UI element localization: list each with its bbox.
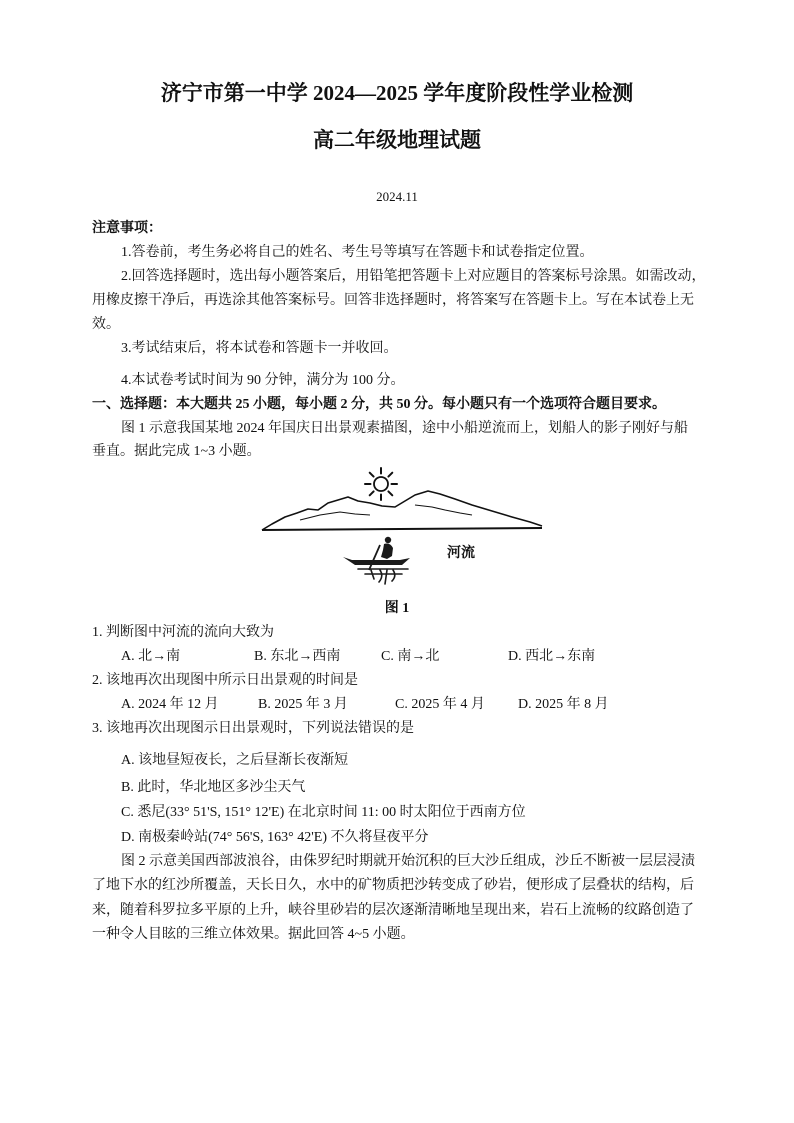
option: C. 南→北 bbox=[381, 649, 440, 664]
option: A. 2024 年 12 月 bbox=[121, 697, 219, 712]
river-label: 河流 bbox=[447, 546, 475, 561]
river-bank bbox=[262, 528, 542, 530]
notice-line: 效。 bbox=[92, 317, 120, 332]
intro-line: 了地下水的红沙所覆盖，天长日久，水中的矿物质把沙转变成了砂岩，便形成了层叠状的结构，后 bbox=[92, 878, 694, 893]
mountain-shading bbox=[300, 505, 472, 520]
mountain-ridge bbox=[262, 491, 542, 530]
option: B. 2025 年 3 月 bbox=[258, 697, 348, 712]
option: B. 此时，华北地区多沙尘天气 bbox=[121, 780, 306, 795]
exam-date: 2024.11 bbox=[376, 189, 418, 204]
option: D. 2025 年 8 月 bbox=[518, 697, 609, 712]
notice-line: 用橡皮擦干净后，再选涂其他答案标号。回答非选择题时，将答案写在答题卡上。写在本试卷上无 bbox=[92, 293, 694, 308]
intro-line: 垂直。据此完成 1~3 小题。 bbox=[92, 444, 261, 459]
figure-caption: 图 1 bbox=[384, 601, 410, 616]
option: B. 东北→西南 bbox=[254, 649, 341, 664]
option: D. 西北→东南 bbox=[508, 649, 596, 664]
question-stem: 1. 判断图中河流的流向大致为 bbox=[92, 625, 274, 640]
notice-line: 1.答卷前，考生务必将自己的姓名、考生号等填写在答题卡和试卷指定位置。 bbox=[121, 245, 594, 260]
oar bbox=[369, 545, 380, 570]
notice-line: 3.考试结束后，将本试卷和答题卡一并收回。 bbox=[121, 341, 398, 356]
figure-1-sketch bbox=[250, 458, 550, 590]
intro-line: 图 2 示意美国西部波浪谷，由侏罗纪时期就开始沉积的巨大沙丘组成，沙丘不断被一层层浸渍 bbox=[121, 854, 695, 869]
option: C. 2025 年 4 月 bbox=[395, 697, 485, 712]
option: A. 该地昼短夜长，之后昼渐长夜渐短 bbox=[121, 753, 349, 768]
page-title: 济宁市第一中学 2024—2025 学年度阶段性学业检测 bbox=[160, 81, 634, 105]
option: D. 南极秦岭站(74° 56'S, 163° 42'E) 不久将昼夜平分 bbox=[121, 830, 429, 845]
notice-heading: 注意事项： bbox=[92, 221, 162, 236]
boat bbox=[343, 557, 410, 565]
rower bbox=[381, 537, 393, 559]
intro-line: 一种令人目眩的三维立体效果。据此回答 4~5 小题。 bbox=[92, 927, 415, 942]
intro-line: 图 1 示意我国某地 2024 年国庆日出景观素描图，途中小船逆流而上，划船人的影子刚好与船 bbox=[121, 421, 688, 436]
notice-line: 2.回答选择题时，选出每小题答案后，用铅笔把答题卡上对应题目的答案标号涂黑。如需改动， bbox=[121, 269, 706, 284]
notice-line: 4.本试卷考试时间为 90 分钟，满分为 100 分。 bbox=[121, 373, 405, 388]
question-stem: 2. 该地再次出现图中所示日出景观的时间是 bbox=[92, 673, 358, 688]
question-stem: 3. 该地再次出现图示日出景观时，下列说法错误的是 bbox=[92, 721, 414, 736]
intro-line: 来，随着科罗拉多平原的上升，峡谷里砂岩的层次逐渐清晰地呈现出来，岩石上流畅的纹路创造了 bbox=[92, 903, 694, 918]
reflection bbox=[358, 569, 408, 584]
option: A. 北→南 bbox=[121, 649, 181, 664]
page-subtitle: 高二年级地理试题 bbox=[313, 128, 481, 152]
sun bbox=[365, 468, 397, 500]
option: C. 悉尼(33° 51'S, 151° 12'E) 在北京时间 11: 00 时太阳位于西南方位 bbox=[121, 805, 526, 820]
section-heading: 一、选择题：本大题共 25 小题，每小题 2 分，共 50 分。每小题只有一个选项符合题目要求。 bbox=[92, 397, 666, 412]
